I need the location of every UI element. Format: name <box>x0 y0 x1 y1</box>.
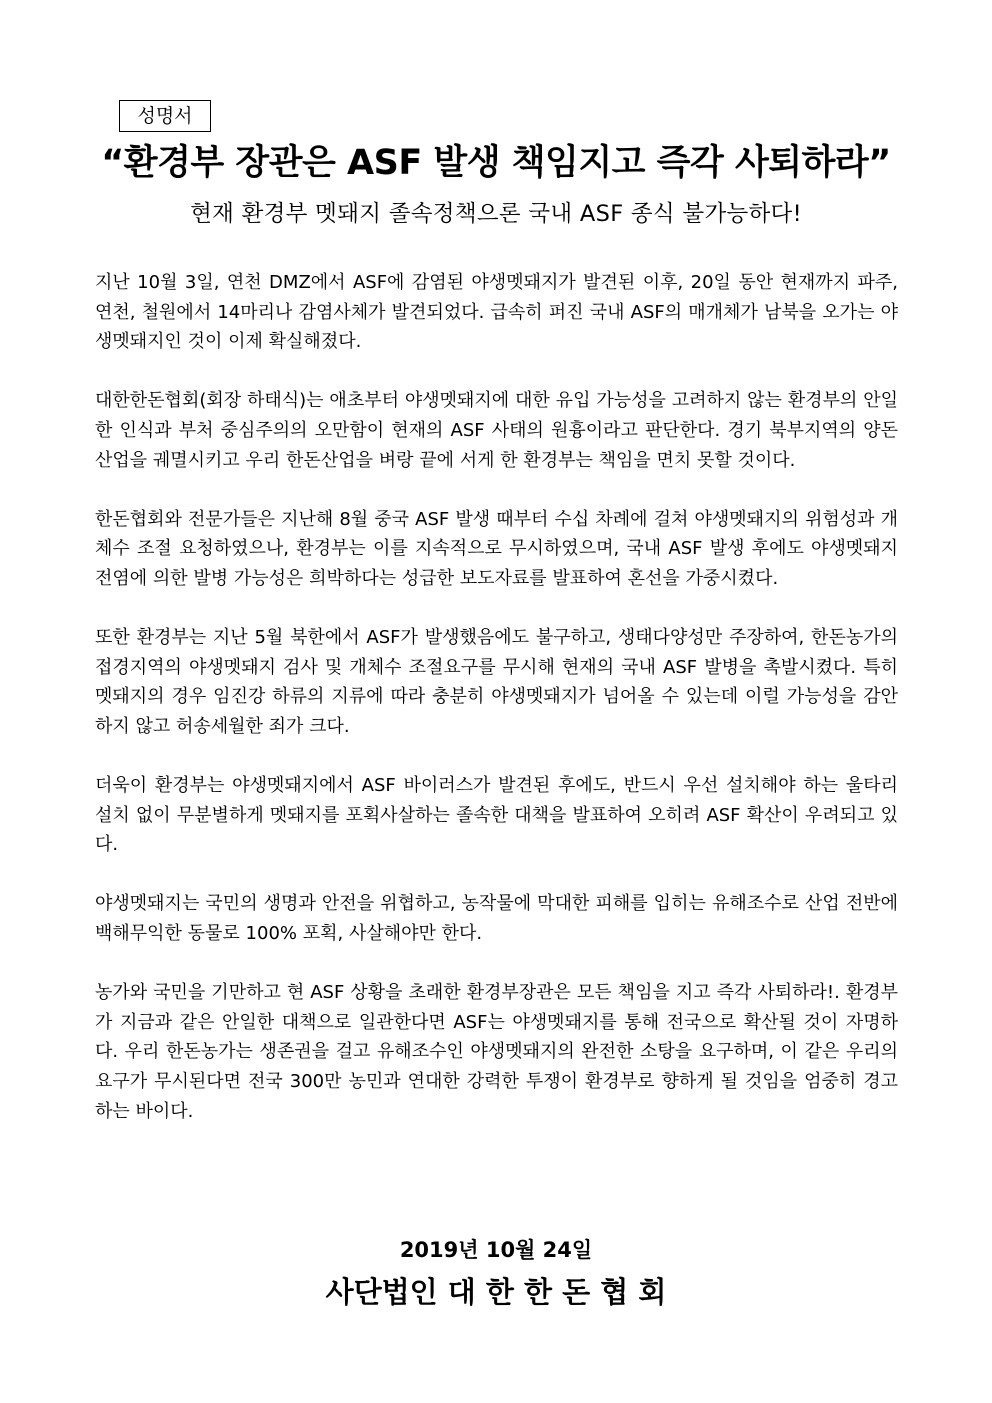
paragraph-6: 야생멧돼지는 국민의 생명과 안전을 위협하고, 농작물에 막대한 피해를 입히는 유해조수로 산업 전반에 백해무익한 동물로 100% 포획, 사살해야만 한다. <box>95 893 898 945</box>
paragraph-1: 지난 10월 3일, 연천 DMZ에서 ASF에 감염된 야생멧돼지가 발견된 이후, 20일 동안 현재까지 파주, 연천, 철원에서 14마리나 감염사체가 발견되었다. 급속히 퍼진 국내 ASF의 매개체가 남북을 오가는 야생멧돼지인 것이 이제 확실해졌다. <box>95 272 898 353</box>
paragraph-2: 대한한돈협회(회장 하태식)는 애초부터 야생멧돼지에 대한 유입 가능성을 고려하지 않는 환경부의 안일한 인식과 부처 중심주의의 오만함이 현재의 ASF 사태의 원흉이라고 판단한다. 경기 북부지역의 양돈산업을 궤멸시키고 우리 한돈산업을 벼랑 끝에 서게 한 환경부는 책임을 면치 못할 것이다. <box>95 390 898 471</box>
paragraph-5: 더욱이 환경부는 야생멧돼지에서 ASF 바이러스가 발견된 후에도, 반드시 우선 설치해야 하는 울타리 설치 없이 무분별하게 멧돼지를 포획사살하는 졸속한 대책을 발표하여 오히려 ASF 확산이 우려되고 있다. <box>95 775 898 856</box>
paragraph-7: 농가와 국민을 기만하고 현 ASF 상황을 초래한 환경부장관은 모든 책임을 지고 즉각 사퇴하라!. 환경부가 지금과 같은 안일한 대책으로 일관한다면 ASF는 야생멧돼지를 통해 전국으로 확산될 것이 자명하다. 우리 한돈농가는 생존권을 걸고 유해조수인 야생멧돼지의 완전한 소탕을 요구하며, 이 같은 우리의 요구가 무시된다면 전국 300만 농민과 연대한 강력한 투쟁이 환경부로 향하게 될 것임을 엄중히 경고하는 바이다. <box>95 982 898 1122</box>
document-type-label: 성명서 <box>119 100 211 132</box>
statement-title: “환경부 장관은 ASF 발생 책임지고 즉각 사퇴하라” <box>101 143 891 183</box>
organization-name: 사단법인 대 한 한 돈 협 회 <box>325 1275 667 1309</box>
statement-subtitle: 현재 환경부 멧돼지 졸속정책으론 국내 ASF 종식 불가능하다! <box>190 201 802 227</box>
statement-body <box>95 268 898 1126</box>
statement-date: 2019년 10월 24일 <box>399 1238 593 1262</box>
paragraph-4: 또한 환경부는 지난 5월 북한에서 ASF가 발생했음에도 불구하고, 생태다양성만 주장하여, 한돈농가의 접경지역의 야생멧돼지 검사 및 개체수 조절요구를 무시해 현재의 국내 ASF 발병을 촉발시켰다. 특히 멧돼지의 경우 임진강 하류의 지류에 따라 충분히 야생멧돼지가 넘어올 수 있는데 이럴 가능성을 감안하지 않고 허송세월한 죄가 크다. <box>95 627 898 737</box>
paragraph-3: 한돈협회와 전문가들은 지난해 8월 중국 ASF 발생 때부터 수십 차례에 걸쳐 야생멧돼지의 위험성과 개체수 조절 요청하였으나, 환경부는 이를 지속적으로 무시하였으며, 국내 ASF 발생 후에도 야생멧돼지 전염에 의한 발병 가능성은 희박하다는 성급한 보도자료를 발표하여 혼선을 가중시켰다. <box>95 508 898 589</box>
